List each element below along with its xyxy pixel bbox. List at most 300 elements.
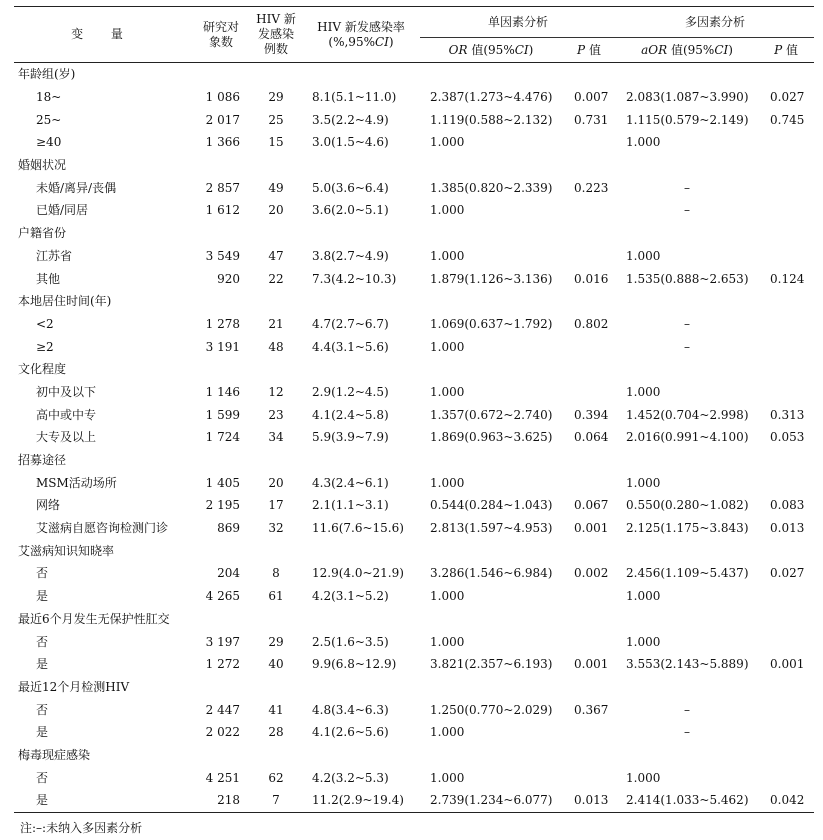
variable-cell: 最近12个月检测HIV: [18, 679, 130, 694]
sample-cell: 1 272: [205, 657, 240, 672]
ap-cell: 0.027: [770, 566, 805, 581]
table-row: [14, 517, 814, 540]
aor-cell: [616, 449, 758, 472]
category-row: [14, 449, 814, 472]
rate-cell: 4.2(3.2~5.3): [312, 770, 389, 785]
category-row: [14, 744, 814, 767]
ap-cell: 0.083: [770, 498, 805, 513]
table-row: [14, 267, 814, 290]
aor-cell: 1.000: [626, 589, 661, 604]
table-row: [14, 426, 814, 449]
rate-cell: 4.4(3.1~5.6): [312, 339, 389, 354]
or-cell: [420, 676, 562, 699]
regression-table: [14, 6, 814, 813]
aor-cell: 2.083(1.087~3.990): [626, 90, 749, 105]
rate-cell: [302, 222, 420, 245]
or-cell: 1.869(0.963~3.625): [430, 430, 553, 445]
sample-cell: 2 857: [205, 180, 240, 195]
ap-cell: [758, 744, 814, 767]
p-cell: 0.001: [574, 657, 609, 672]
p-cell: 0.223: [574, 180, 609, 195]
category-row: [14, 676, 814, 699]
or-cell: 1.250(0.770~2.029): [430, 702, 553, 717]
ap-cell: [758, 539, 814, 562]
rate-cell: 3.5(2.2~4.9): [312, 112, 389, 127]
or-cell: [420, 744, 562, 767]
or-cell: 1.000: [430, 589, 465, 604]
aor-cell: 1.535(0.888~2.653): [626, 271, 749, 286]
cases-cell: 12: [268, 384, 284, 399]
p-cell: [562, 539, 616, 562]
rate-cell: 11.6(7.6~15.6): [312, 521, 404, 536]
variable-cell: 网络: [36, 498, 61, 513]
header-p: P 值: [562, 38, 616, 63]
header-aor: aOR 值(95%CI): [616, 38, 758, 63]
header-new-cases: HIV 新 发感染 例数: [250, 7, 302, 63]
variable-cell: 18~: [36, 90, 62, 105]
ap-cell: [758, 381, 814, 404]
rate-cell: 4.2(3.1~5.2): [312, 589, 389, 604]
ap-cell: [758, 608, 814, 631]
p-cell: 0.394: [574, 407, 609, 422]
or-cell: 1.069(0.637~1.792): [430, 316, 553, 331]
p-cell: [562, 154, 616, 177]
ap-cell: [758, 766, 814, 789]
table-row: [14, 471, 814, 494]
or-cell: 2.739(1.234~6.077): [420, 789, 562, 812]
rate-cell: [302, 63, 420, 86]
aor-cell: [616, 744, 758, 767]
header-or: OR 值(95%CI): [420, 38, 562, 63]
p-cell: [562, 222, 616, 245]
p-cell: 0.802: [574, 316, 609, 331]
cases-cell: 20: [268, 475, 284, 490]
cases-cell: 23: [268, 407, 284, 422]
cases-cell: 29: [268, 90, 284, 105]
rate-cell: 2.1(1.1~3.1): [312, 498, 389, 513]
category-row: [14, 290, 814, 313]
or-cell: 2.813(1.597~4.953): [430, 521, 553, 536]
cases-cell: 7: [250, 789, 302, 812]
ap-cell: [758, 176, 814, 199]
variable-cell: ≥2: [36, 339, 54, 354]
cases-cell: [250, 608, 302, 631]
aor-cell: –: [684, 339, 691, 354]
rate-cell: 4.1(2.4~5.8): [312, 407, 389, 422]
table-row: [14, 86, 814, 109]
ap-cell: [758, 245, 814, 268]
or-cell: 1.879(1.126~3.136): [430, 271, 553, 286]
variable-cell: 是: [36, 725, 49, 740]
aor-cell: –: [684, 180, 691, 195]
sample-cell: 1 599: [205, 407, 240, 422]
rate-cell: 9.9(6.8~12.9): [312, 657, 397, 672]
table-row: [14, 131, 814, 154]
aor-cell: 1.115(0.579~2.149): [626, 112, 749, 127]
aor-cell: 1.452(0.704~2.998): [626, 407, 749, 422]
variable-cell: 初中及以下: [36, 384, 97, 399]
p-cell: 0.067: [574, 498, 609, 513]
table-row: [14, 176, 814, 199]
rate-cell: [302, 449, 420, 472]
variable-cell: 大专及以上: [36, 430, 97, 445]
sample-cell: 920: [217, 271, 240, 286]
rate-cell: 3.8(2.7~4.9): [312, 248, 389, 263]
sample-cell: 2 447: [205, 702, 240, 717]
p-cell: [562, 630, 616, 653]
cases-cell: 22: [268, 271, 284, 286]
aor-cell: [616, 608, 758, 631]
ap-cell: 0.124: [770, 271, 805, 286]
table-row: [14, 789, 814, 812]
rate-cell: 4.8(3.4~6.3): [312, 702, 389, 717]
ap-cell: [758, 630, 814, 653]
ap-cell: 0.013: [770, 521, 805, 536]
rate-cell: 3.0(1.5~4.6): [312, 135, 389, 150]
cases-cell: [250, 154, 302, 177]
variable-cell: 25~: [36, 112, 62, 127]
cases-cell: 29: [268, 634, 284, 649]
ap-cell: [758, 676, 814, 699]
rate-cell: [302, 676, 420, 699]
rate-cell: [302, 290, 420, 313]
ap-cell: 0.042: [758, 789, 814, 812]
table-row: [14, 585, 814, 608]
cases-cell: 49: [268, 180, 284, 195]
p-cell: [562, 358, 616, 381]
rate-cell: 4.7(2.7~6.7): [312, 316, 389, 331]
p-cell: [562, 449, 616, 472]
or-cell: 3.821(2.357~6.193): [430, 657, 553, 672]
aor-cell: 2.456(1.109~5.437): [626, 566, 749, 581]
variable-cell: 是: [36, 657, 49, 672]
cases-cell: 40: [268, 657, 284, 672]
sample-cell: 1 086: [205, 90, 240, 105]
aor-cell: [616, 154, 758, 177]
cases-cell: 48: [268, 339, 284, 354]
variable-cell: 高中或中专: [36, 407, 97, 422]
rate-cell: 3.6(2.0~5.1): [312, 203, 389, 218]
ap-cell: [758, 721, 814, 744]
sample-cell: 2 022: [205, 725, 240, 740]
cases-cell: 8: [272, 566, 280, 581]
or-cell: 0.544(0.284~1.043): [430, 498, 553, 513]
or-cell: 1.385(0.820~2.339): [430, 180, 553, 195]
cases-cell: 34: [268, 430, 284, 445]
or-cell: 1.119(0.588~2.132): [430, 112, 553, 127]
sample-cell: 1 366: [205, 135, 240, 150]
cases-cell: 47: [268, 248, 284, 263]
rate-cell: 4.1(2.6~5.6): [312, 725, 389, 740]
aor-cell: 1.000: [626, 384, 661, 399]
or-cell: [420, 358, 562, 381]
p-cell: [562, 766, 616, 789]
sample-cell: [192, 608, 250, 631]
variable-cell: 最近6个月发生无保护性肛交: [18, 611, 170, 626]
ap-cell: [758, 585, 814, 608]
aor-cell: [616, 290, 758, 313]
ap-cell: [758, 131, 814, 154]
ap-cell: [758, 335, 814, 358]
aor-cell: –: [684, 203, 691, 218]
ap-cell: 0.027: [770, 90, 805, 105]
variable-cell: 其他: [36, 271, 61, 286]
rate-cell: [302, 154, 420, 177]
rate-cell: 11.2(2.9~19.4): [302, 789, 420, 812]
ap-cell: 0.001: [770, 657, 805, 672]
cases-cell: [250, 539, 302, 562]
sample-cell: 2 017: [205, 112, 240, 127]
p-cell: [562, 290, 616, 313]
sample-cell: [192, 358, 250, 381]
sample-cell: 1 612: [205, 203, 240, 218]
or-cell: 1.000: [430, 475, 465, 490]
cases-cell: [250, 222, 302, 245]
or-cell: 1.000: [430, 248, 465, 263]
sample-cell: [192, 449, 250, 472]
or-cell: 1.000: [430, 339, 465, 354]
aor-cell: [616, 539, 758, 562]
aor-cell: 1.000: [626, 770, 661, 785]
p-cell: [562, 744, 616, 767]
sample-cell: 204: [217, 566, 240, 581]
p-cell: 0.007: [574, 90, 609, 105]
table-row: [14, 313, 814, 336]
or-cell: 1.000: [430, 135, 465, 150]
rate-cell: 7.3(4.2~10.3): [312, 271, 397, 286]
cases-cell: 28: [268, 725, 284, 740]
cases-cell: [250, 676, 302, 699]
p-cell: 0.001: [574, 521, 609, 536]
rate-cell: [302, 539, 420, 562]
ap-cell: [758, 449, 814, 472]
aor-cell: 2.414(1.033~5.462): [616, 789, 758, 812]
or-cell: 1.000: [430, 725, 465, 740]
variable-cell: 未婚/离异/丧偶: [36, 180, 117, 195]
category-row: [14, 222, 814, 245]
header-sample-size: 研究对 象数: [192, 7, 250, 63]
sample-cell: 218: [192, 789, 250, 812]
variable-cell: 江苏省: [36, 248, 73, 263]
variable-cell: <2: [36, 316, 54, 331]
rate-cell: [302, 358, 420, 381]
sample-cell: 2 195: [205, 498, 240, 513]
variable-cell: 否: [36, 702, 49, 717]
p-cell: [562, 335, 616, 358]
p-cell: 0.002: [574, 566, 609, 581]
p-cell: 0.064: [574, 430, 609, 445]
or-cell: 3.286(1.546~6.984): [430, 566, 553, 581]
sample-cell: [192, 290, 250, 313]
sample-cell: [192, 744, 250, 767]
sample-cell: [192, 539, 250, 562]
or-cell: 1.000: [430, 384, 465, 399]
aor-cell: [616, 358, 758, 381]
sample-cell: 1 278: [205, 316, 240, 331]
rate-cell: 4.3(2.4~6.1): [312, 475, 389, 490]
sample-cell: [192, 154, 250, 177]
table-row: [14, 403, 814, 426]
ap-cell: [758, 698, 814, 721]
or-cell: 1.357(0.672~2.740): [430, 407, 553, 422]
or-cell: 2.387(1.273~4.476): [430, 90, 553, 105]
rate-cell: 2.5(1.6~3.5): [312, 634, 389, 649]
p-cell: [562, 63, 616, 86]
cases-cell: 15: [268, 135, 284, 150]
p-cell: [562, 199, 616, 222]
cases-cell: [250, 449, 302, 472]
ap-cell: 0.053: [770, 430, 805, 445]
or-cell: 1.000: [430, 203, 465, 218]
table-body: [14, 63, 814, 813]
or-cell: 1.000: [430, 634, 465, 649]
or-cell: [420, 449, 562, 472]
category-row: [14, 608, 814, 631]
table-row: [14, 108, 814, 131]
table-note: 注:–:未纳入多因素分析: [20, 820, 143, 835]
variable-cell: 招募途径: [18, 453, 67, 468]
ap-cell: 0.745: [770, 112, 805, 127]
cases-cell: 21: [268, 316, 284, 331]
header-univariate: 单因素分析: [420, 7, 616, 38]
ap-cell: [758, 358, 814, 381]
ap-cell: [758, 222, 814, 245]
ap-cell: [758, 290, 814, 313]
aor-cell: 1.000: [626, 135, 661, 150]
p-cell: [562, 245, 616, 268]
sample-cell: [192, 676, 250, 699]
p-cell: [562, 608, 616, 631]
aor-cell: 2.125(1.175~3.843): [626, 521, 749, 536]
p-cell: [562, 381, 616, 404]
aor-cell: –: [684, 702, 691, 717]
category-row: [14, 63, 814, 86]
cases-cell: 32: [268, 521, 284, 536]
or-cell: 1.000: [430, 770, 465, 785]
variable-cell: 否: [36, 634, 49, 649]
p-cell: 0.016: [574, 271, 609, 286]
variable-cell: 本地居住时间(年): [18, 294, 112, 309]
p-cell: [562, 585, 616, 608]
sample-cell: 3 191: [205, 339, 240, 354]
p-cell: 0.013: [562, 789, 616, 812]
table-row: [14, 335, 814, 358]
category-row: [14, 154, 814, 177]
variable-cell: 已婚/同居: [36, 203, 89, 218]
variable-cell: 否: [36, 566, 49, 581]
variable-cell: 户籍省份: [18, 226, 67, 241]
variable-cell: 是: [36, 589, 49, 604]
sample-cell: [192, 222, 250, 245]
variable-cell: ≥40: [36, 135, 62, 150]
ap-cell: [758, 63, 814, 86]
sample-cell: [192, 63, 250, 86]
cases-cell: [250, 358, 302, 381]
variable-cell: 婚姻状况: [18, 158, 67, 173]
sample-cell: 4 251: [205, 770, 240, 785]
header-variable: 变 量: [14, 7, 192, 63]
or-cell: [420, 63, 562, 86]
p-cell: 0.731: [574, 112, 609, 127]
variable-cell: 是: [14, 789, 192, 812]
cases-cell: [250, 63, 302, 86]
variable-cell: 艾滋病自愿咨询检测门诊: [36, 521, 169, 536]
table-header: [14, 7, 814, 63]
rate-cell: 12.9(4.0~21.9): [312, 566, 404, 581]
p-cell: [562, 131, 616, 154]
rate-cell: 5.0(3.6~6.4): [312, 180, 389, 195]
ap-cell: [758, 154, 814, 177]
p-cell: 0.367: [574, 702, 609, 717]
sample-cell: 1 405: [205, 475, 240, 490]
variable-cell: 年龄组(岁): [18, 67, 76, 82]
table-row: [14, 698, 814, 721]
or-cell: [420, 154, 562, 177]
rate-cell: 5.9(3.9~7.9): [312, 430, 389, 445]
p-cell: [562, 721, 616, 744]
variable-cell: 梅毒现症感染: [18, 747, 91, 762]
rate-cell: [302, 744, 420, 767]
cases-cell: 17: [268, 498, 284, 513]
header-incidence-rate: HIV 新发感染率 (%,95%CI): [302, 7, 420, 63]
sample-cell: 3 549: [205, 248, 240, 263]
ap-cell: [758, 471, 814, 494]
or-cell: [420, 290, 562, 313]
table-row: [14, 630, 814, 653]
header-multivariate: 多因素分析: [616, 7, 814, 38]
cases-cell: 25: [268, 112, 284, 127]
aor-cell: 0.550(0.280~1.082): [626, 498, 749, 513]
or-cell: [420, 539, 562, 562]
cases-cell: 62: [268, 770, 284, 785]
table-row: [14, 245, 814, 268]
variable-cell: 文化程度: [18, 362, 67, 377]
aor-cell: [616, 63, 758, 86]
table-row: [14, 766, 814, 789]
ap-cell: 0.313: [770, 407, 805, 422]
rate-cell: 8.1(5.1~11.0): [312, 90, 397, 105]
table-row: [14, 721, 814, 744]
aor-cell: 3.553(2.143~5.889): [626, 657, 749, 672]
aor-cell: [616, 222, 758, 245]
cases-cell: 61: [268, 589, 284, 604]
aor-cell: –: [684, 725, 691, 740]
ap-cell: [758, 199, 814, 222]
p-cell: [562, 676, 616, 699]
variable-cell: 艾滋病知识知晓率: [18, 543, 115, 558]
or-cell: [420, 222, 562, 245]
variable-cell: 否: [36, 770, 49, 785]
sample-cell: 1 724: [205, 430, 240, 445]
rate-cell: [302, 608, 420, 631]
aor-cell: –: [684, 316, 691, 331]
aor-cell: [616, 676, 758, 699]
table-row: [14, 562, 814, 585]
table-row: [14, 653, 814, 676]
table-row: [14, 494, 814, 517]
variable-cell: MSM活动场所: [36, 475, 117, 490]
aor-cell: 1.000: [626, 634, 661, 649]
rate-cell: 2.9(1.2~4.5): [312, 384, 389, 399]
table-row: [14, 199, 814, 222]
sample-cell: 1 146: [205, 384, 240, 399]
aor-cell: 2.016(0.991~4.100): [626, 430, 749, 445]
sample-cell: 869: [217, 521, 240, 536]
p-cell: [562, 471, 616, 494]
category-row: [14, 539, 814, 562]
cases-cell: 20: [268, 203, 284, 218]
or-cell: [420, 608, 562, 631]
